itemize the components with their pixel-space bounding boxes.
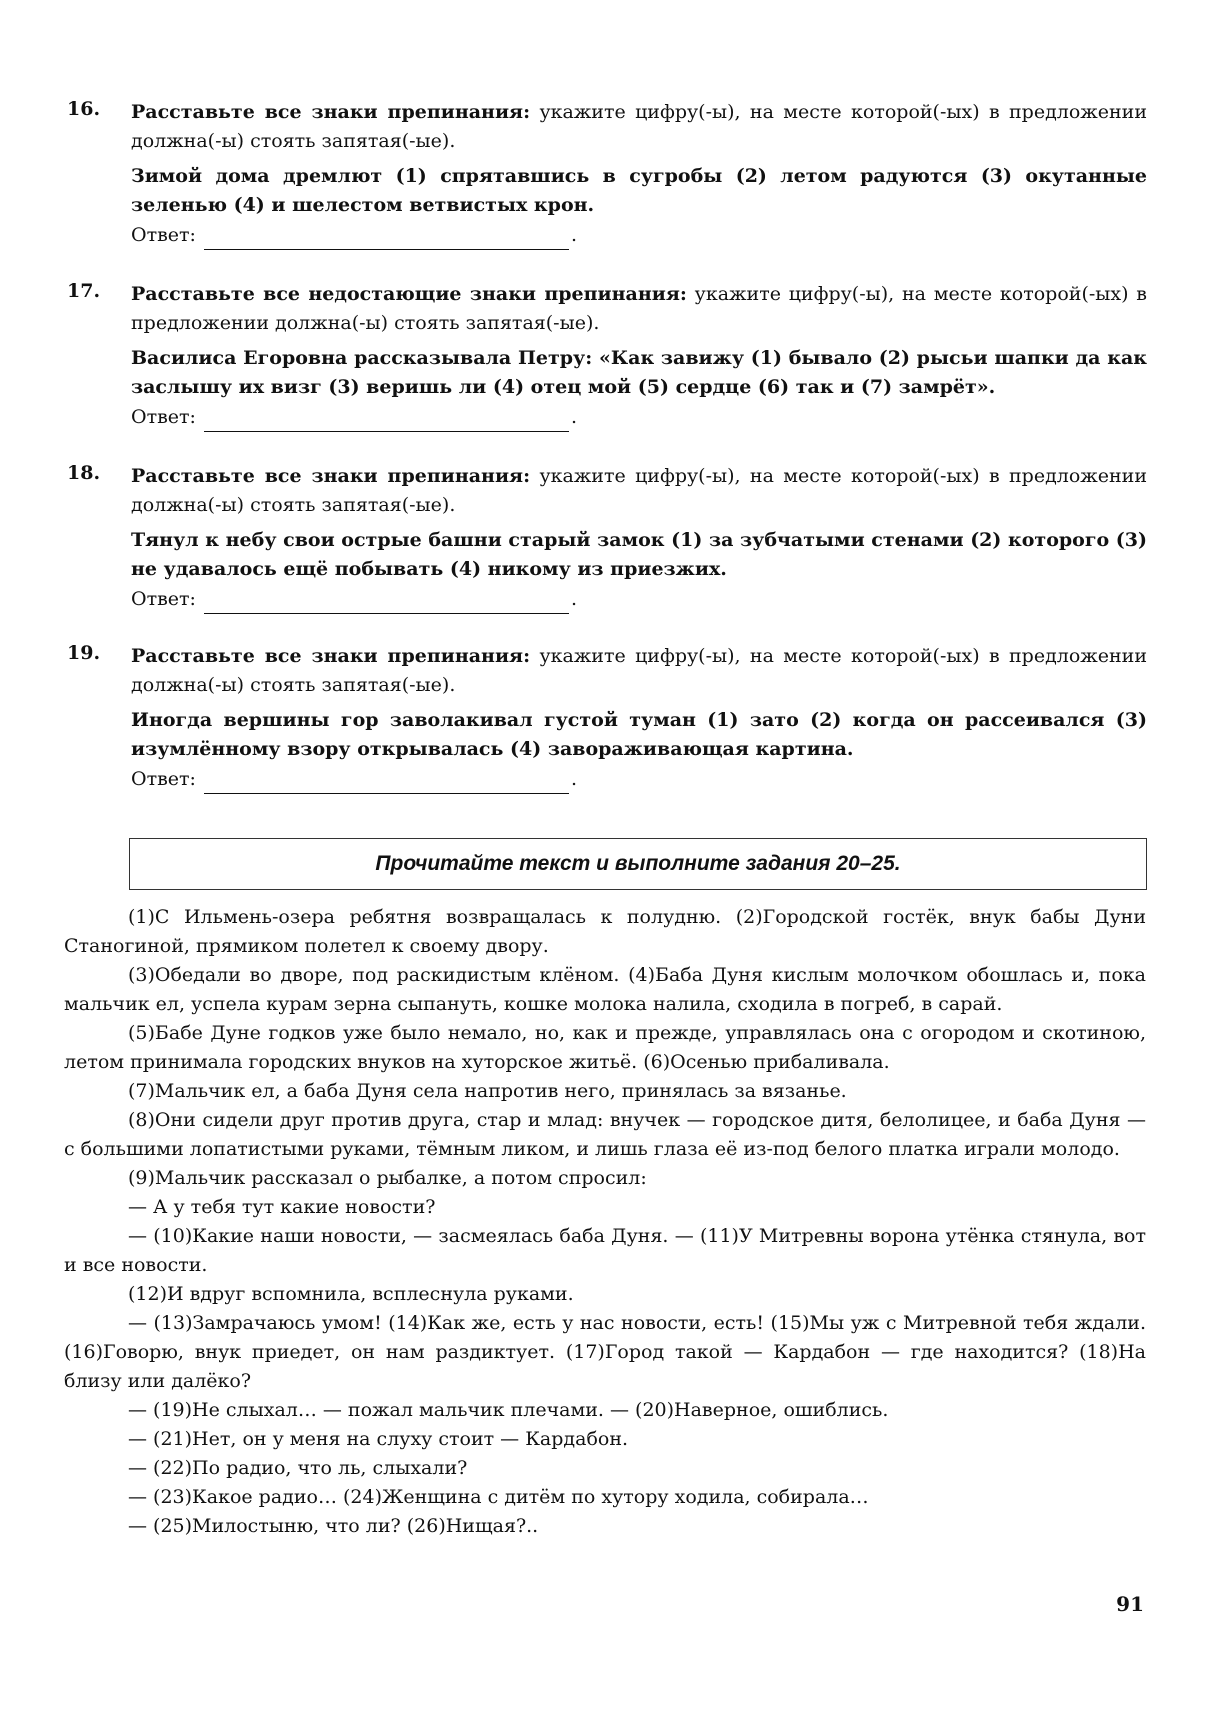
answer-row — [131, 586, 1147, 614]
answer-row — [131, 404, 1147, 432]
reading-text — [64, 903, 1146, 1541]
instruction-text: укажите цифру(-ы), на месте которой(-ых) в предложении должна(-ы) стоять запятая(-ые). — [131, 645, 1147, 696]
text-paragraph: (8)Они сидели друг против друга, стар и млад: внучек — городское дитя, белолицее, и баба Дуня — с большими лопатистыми руками, тёмным ликом, и лишь глаза её из-под белого платка играли молодо. — [64, 1109, 1146, 1160]
text-paragraph: — (22)По радио, что ль, слыхали? — [128, 1457, 468, 1479]
answer-label: Ответ: — [131, 406, 196, 428]
task-number: 19. — [67, 642, 101, 664]
task-sentence: Иногда вершины гор заволакивал густой туман (1) зато (2) когда он рассеивался (3) изумлённому взору открывалась (4) завораживающая картина. — [131, 709, 1147, 760]
answer-label: Ответ: — [131, 224, 196, 246]
task-number: 17. — [67, 280, 101, 302]
instruction-text: укажите цифру(-ы), на месте которой(-ых) в предложении должна(-ы) стоять запятая(-ые). — [131, 465, 1147, 516]
answer-label: Ответ: — [131, 768, 196, 790]
section-header: Прочитайте текст и выполните задания 20–25. — [129, 838, 1147, 890]
answer-field[interactable] — [204, 229, 569, 250]
answer-field[interactable] — [204, 593, 569, 614]
text-paragraph: — (25)Милостыню, что ли? (26)Нищая?.. — [128, 1515, 539, 1537]
answer-period: . — [570, 768, 577, 790]
instruction-text: укажите цифру(-ы), на месте которой(-ых) в предложении должна(-ы) стоять запятая(-ые). — [131, 283, 1147, 334]
text-paragraph: (5)Бабе Дуне годков уже было немало, но, как и прежде, управлялась она с огородом и скотиною, летом принимала городских внуков на хуторское житьё. (6)Осенью прибаливала. — [64, 1022, 1146, 1073]
text-paragraph: — А у тебя тут какие новости? — [128, 1196, 436, 1218]
task-instruction — [131, 462, 1147, 520]
task-19 — [67, 642, 1147, 794]
task-18 — [67, 462, 1147, 614]
task-sentence: Зимой дома дремлют (1) спрятавшись в сугробы (2) летом радуются (3) окутанные зеленью (4) и шелестом ветвистых крон. — [131, 165, 1147, 216]
task-instruction — [131, 642, 1147, 700]
text-paragraph: (7)Мальчик ел, а баба Дуня села напротив него, принялась за вязанье. — [128, 1080, 847, 1102]
answer-label: Ответ: — [131, 588, 196, 610]
instruction-bold: Расставьте все знаки препинания: — [131, 645, 531, 667]
answer-field[interactable] — [204, 773, 569, 794]
text-paragraph: (12)И вдруг вспомнила, всплеснула руками. — [128, 1283, 574, 1305]
text-paragraph: (1)С Ильмень-озера ребятня возвращалась к полудню. (2)Городской гостёк, внук бабы Дуни Станогиной, прямиком полетел к своему двору. — [64, 906, 1146, 957]
task-instruction — [131, 98, 1147, 156]
text-paragraph: (3)Обедали во дворе, под раскидистым клёном. (4)Баба Дуня кислым молочком обошлась и, пока мальчик ел, успела курам зерна сыпануть, кошке молока налила, сходила в погреб, в сарай. — [64, 964, 1146, 1015]
answer-period: . — [570, 588, 577, 610]
answer-row — [131, 766, 1147, 794]
text-paragraph: — (13)Замрачаюсь умом! (14)Как же, есть у нас новости, есть! (15)Мы уж с Митревной тебя ждали. (16)Говорю, внук приедет, он нам раздиктует. (17)Город такой — Кардабон — где находится? (18)На близу или далёко? — [64, 1312, 1146, 1392]
text-paragraph: — (23)Какое радио… (24)Женщина с дитём по хутору ходила, собирала… — [128, 1486, 869, 1508]
task-sentence: Тянул к небу свои острые башни старый замок (1) за зубчатыми стенами (2) которого (3) не удавалось ещё побывать (4) никому из приезжих. — [131, 529, 1147, 580]
task-17 — [67, 280, 1147, 432]
instruction-bold: Расставьте все знаки препинания: — [131, 465, 531, 487]
text-paragraph: — (10)Какие наши новости, — засмеялась баба Дуня. — (11)У Митревны ворона утёнка стянула, вот и все новости. — [64, 1225, 1146, 1276]
answer-period: . — [570, 224, 577, 246]
text-paragraph: (9)Мальчик рассказал о рыбалке, а потом спросил: — [128, 1167, 647, 1189]
answer-row — [131, 222, 1147, 250]
task-instruction — [131, 280, 1147, 338]
task-number: 16. — [67, 98, 101, 120]
instruction-text: укажите цифру(-ы), на месте которой(-ых) в предложении должна(-ы) стоять запятая(-ые). — [131, 101, 1147, 152]
text-paragraph: — (21)Нет, он у меня на слуху стоит — Кардабон. — [128, 1428, 629, 1450]
text-paragraph: — (19)Не слыхал… — пожал мальчик плечами. — (20)Наверное, ошиблись. — [128, 1399, 889, 1421]
task-16 — [67, 98, 1147, 250]
task-sentence: Василиса Егоровна рассказывала Петру: «Как завижу (1) бывало (2) рысьи шапки да как заслышу их визг (3) веришь ли (4) отец мой (5) сердце (6) так и (7) замрёт». — [131, 347, 1147, 398]
instruction-bold: Расставьте все знаки препинания: — [131, 101, 531, 123]
page-number: 91 — [1116, 1592, 1144, 1616]
instruction-bold: Расставьте все недостающие знаки препинания: — [131, 283, 687, 305]
answer-field[interactable] — [204, 411, 569, 432]
answer-period: . — [570, 406, 577, 428]
task-number: 18. — [67, 462, 101, 484]
